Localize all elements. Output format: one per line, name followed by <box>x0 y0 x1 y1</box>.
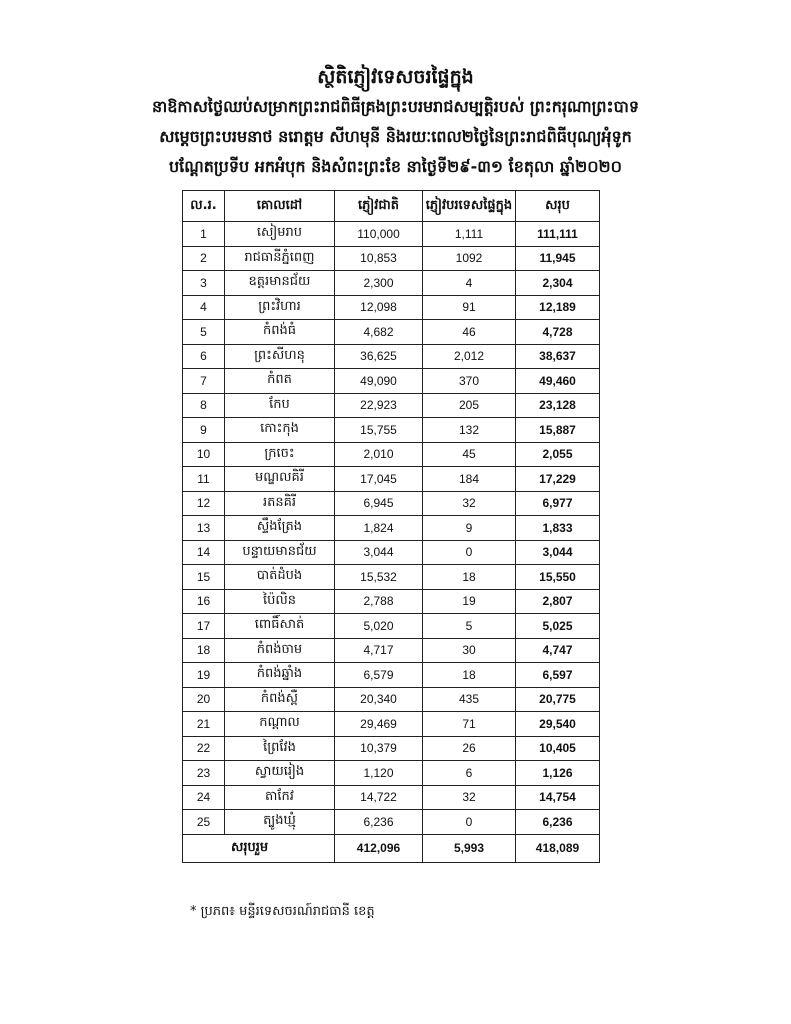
table-row <box>183 369 600 394</box>
row-total: 3,044 <box>516 540 600 565</box>
report-subtitle-line-3: បណ្តែតប្រទីប អកអំបុក និងសំពះព្រះខែ នាថ្ងៃទី២៩-៣១ ខែតុលា ឆ្នាំ២០២០ <box>168 157 622 176</box>
row-destination: បន្ទាយមានជ័យ <box>225 540 335 565</box>
table-body <box>183 222 600 835</box>
report-title: ស្ថិតិភ្ញៀវទេសចរផ្ទៃក្នុង <box>317 66 474 88</box>
row-international-visitors: 46 <box>423 320 516 345</box>
row-international-visitors: 19 <box>423 589 516 614</box>
row-destination: បាត់ដំបង <box>225 565 335 590</box>
row-destination: កំពង់ឆ្នាំង <box>225 663 335 688</box>
row-number: 5 <box>183 320 225 345</box>
row-total: 15,550 <box>516 565 600 590</box>
table-row <box>183 418 600 443</box>
row-international-visitors: 132 <box>423 418 516 443</box>
row-national-visitors: 29,469 <box>335 712 423 737</box>
tourist-statistics-table <box>182 190 600 863</box>
row-national-visitors: 2,300 <box>335 271 423 296</box>
row-destination: កណ្តាល <box>225 712 335 737</box>
row-number: 12 <box>183 491 225 516</box>
row-destination: ប៉ៃលិន <box>225 589 335 614</box>
row-number: 4 <box>183 295 225 320</box>
row-total: 20,775 <box>516 687 600 712</box>
table-row <box>183 712 600 737</box>
row-national-visitors: 6,945 <box>335 491 423 516</box>
table-row <box>183 320 600 345</box>
row-total: 111,111 <box>516 222 600 247</box>
row-total: 12,189 <box>516 295 600 320</box>
row-total: 6,977 <box>516 491 600 516</box>
row-total: 49,460 <box>516 369 600 394</box>
summary-national: 412,096 <box>335 834 423 862</box>
table-row <box>183 442 600 467</box>
row-national-visitors: 20,340 <box>335 687 423 712</box>
row-international-visitors: 5 <box>423 614 516 639</box>
row-number: 25 <box>183 810 225 835</box>
row-number: 20 <box>183 687 225 712</box>
row-total: 15,887 <box>516 418 600 443</box>
row-destination: ស្ទឹងត្រែង <box>225 516 335 541</box>
row-total: 2,807 <box>516 589 600 614</box>
row-national-visitors: 2,010 <box>335 442 423 467</box>
row-international-visitors: 1092 <box>423 246 516 271</box>
row-international-visitors: 435 <box>423 687 516 712</box>
table-row <box>183 614 600 639</box>
table-row <box>183 736 600 761</box>
row-number: 1 <box>183 222 225 247</box>
row-national-visitors: 1,824 <box>335 516 423 541</box>
row-number: 8 <box>183 393 225 418</box>
row-destination: កំពង់ចាម <box>225 638 335 663</box>
row-national-visitors: 15,532 <box>335 565 423 590</box>
table-row <box>183 761 600 786</box>
table-row <box>183 540 600 565</box>
row-destination: កែប <box>225 393 335 418</box>
source-footnote: * ប្រភព៖ មន្ទីរទេសចរណ៍រាជធានី ខេត្ត <box>190 904 375 919</box>
row-destination: កំពត <box>225 369 335 394</box>
row-international-visitors: 4 <box>423 271 516 296</box>
row-destination: ស្វាយរៀង <box>225 761 335 786</box>
table-row <box>183 271 600 296</box>
row-total: 14,754 <box>516 785 600 810</box>
row-number: 7 <box>183 369 225 394</box>
row-total: 29,540 <box>516 712 600 737</box>
row-destination: ត្បូងឃ្មុំ <box>225 810 335 835</box>
row-international-visitors: 184 <box>423 467 516 492</box>
row-international-visitors: 0 <box>423 810 516 835</box>
header-number: ល.រ. <box>183 191 225 222</box>
header-destination: គោលដៅ <box>225 191 335 222</box>
table-row <box>183 491 600 516</box>
header-total: សរុប <box>516 191 600 222</box>
header-national-visitors: ភ្ញៀវជាតិ <box>335 191 423 222</box>
row-international-visitors: 18 <box>423 565 516 590</box>
table-row <box>183 638 600 663</box>
row-international-visitors: 1,111 <box>423 222 516 247</box>
row-total: 10,405 <box>516 736 600 761</box>
report-subtitle-line-1: នាឱកាសថ្ងៃឈប់សម្រាកព្រះរាជពិធីគ្រងព្រះបរមរាជសម្បត្តិរបស់ ព្រះករុណាព្រះបាទ <box>152 97 639 116</box>
row-number: 21 <box>183 712 225 737</box>
row-national-visitors: 36,625 <box>335 344 423 369</box>
row-national-visitors: 5,020 <box>335 614 423 639</box>
row-national-visitors: 17,045 <box>335 467 423 492</box>
row-destination: ក្រចេះ <box>225 442 335 467</box>
row-total: 38,637 <box>516 344 600 369</box>
table-row <box>183 565 600 590</box>
table-row <box>183 785 600 810</box>
row-number: 3 <box>183 271 225 296</box>
row-number: 10 <box>183 442 225 467</box>
row-destination: សៀមរាប <box>225 222 335 247</box>
row-international-visitors: 205 <box>423 393 516 418</box>
summary-international: 5,993 <box>423 834 516 862</box>
table-row <box>183 516 600 541</box>
row-destination: រតនគិរី <box>225 491 335 516</box>
row-national-visitors: 14,722 <box>335 785 423 810</box>
row-national-visitors: 4,682 <box>335 320 423 345</box>
row-number: 14 <box>183 540 225 565</box>
row-national-visitors: 4,717 <box>335 638 423 663</box>
table-row <box>183 246 600 271</box>
row-international-visitors: 91 <box>423 295 516 320</box>
row-total: 5,025 <box>516 614 600 639</box>
row-international-visitors: 0 <box>423 540 516 565</box>
row-number: 23 <box>183 761 225 786</box>
row-number: 6 <box>183 344 225 369</box>
row-national-visitors: 10,379 <box>335 736 423 761</box>
row-number: 9 <box>183 418 225 443</box>
table-header-row <box>183 191 600 222</box>
row-total: 4,728 <box>516 320 600 345</box>
row-destination: កោះកុង <box>225 418 335 443</box>
table-row <box>183 467 600 492</box>
row-number: 19 <box>183 663 225 688</box>
row-number: 22 <box>183 736 225 761</box>
row-destination: ពោធិ៍សាត់ <box>225 614 335 639</box>
row-international-visitors: 32 <box>423 491 516 516</box>
row-total: 6,597 <box>516 663 600 688</box>
row-international-visitors: 18 <box>423 663 516 688</box>
row-number: 15 <box>183 565 225 590</box>
row-national-visitors: 6,236 <box>335 810 423 835</box>
row-international-visitors: 370 <box>423 369 516 394</box>
row-destination: ព្រះវិហារ <box>225 295 335 320</box>
summary-label: សរុបរួម <box>183 834 335 862</box>
row-international-visitors: 45 <box>423 442 516 467</box>
row-destination: កំពង់ធំ <box>225 320 335 345</box>
row-destination: មណ្ឌលគិរី <box>225 467 335 492</box>
row-number: 11 <box>183 467 225 492</box>
row-destination: ឧត្តរមានជ័យ <box>225 271 335 296</box>
row-total: 23,128 <box>516 393 600 418</box>
table-row <box>183 295 600 320</box>
row-international-visitors: 71 <box>423 712 516 737</box>
row-international-visitors: 6 <box>423 761 516 786</box>
row-national-visitors: 10,853 <box>335 246 423 271</box>
table-row <box>183 344 600 369</box>
row-number: 13 <box>183 516 225 541</box>
row-number: 2 <box>183 246 225 271</box>
table-row <box>183 222 600 247</box>
report-title-block <box>0 62 791 182</box>
row-international-visitors: 26 <box>423 736 516 761</box>
row-destination: តាកែវ <box>225 785 335 810</box>
table-row <box>183 687 600 712</box>
row-destination: ព្រៃវែង <box>225 736 335 761</box>
row-national-visitors: 2,788 <box>335 589 423 614</box>
table-row <box>183 663 600 688</box>
row-national-visitors: 3,044 <box>335 540 423 565</box>
row-total: 4,747 <box>516 638 600 663</box>
row-national-visitors: 15,755 <box>335 418 423 443</box>
row-national-visitors: 12,098 <box>335 295 423 320</box>
row-total: 2,055 <box>516 442 600 467</box>
row-number: 18 <box>183 638 225 663</box>
row-national-visitors: 110,000 <box>335 222 423 247</box>
row-national-visitors: 1,120 <box>335 761 423 786</box>
summary-total: 418,089 <box>516 834 600 862</box>
row-international-visitors: 30 <box>423 638 516 663</box>
table-row <box>183 589 600 614</box>
table-row <box>183 810 600 835</box>
row-national-visitors: 22,923 <box>335 393 423 418</box>
row-total: 1,833 <box>516 516 600 541</box>
row-destination: ព្រះសីហនុ <box>225 344 335 369</box>
row-international-visitors: 2,012 <box>423 344 516 369</box>
row-destination: កំពង់ស្ពឺ <box>225 687 335 712</box>
row-number: 16 <box>183 589 225 614</box>
summary-row <box>183 834 600 862</box>
row-international-visitors: 32 <box>423 785 516 810</box>
row-total: 2,304 <box>516 271 600 296</box>
row-national-visitors: 6,579 <box>335 663 423 688</box>
row-total: 17,229 <box>516 467 600 492</box>
header-international-visitors: ភ្ញៀវបរទេសផ្ទៃក្នុង <box>423 191 516 222</box>
row-total: 6,236 <box>516 810 600 835</box>
row-number: 17 <box>183 614 225 639</box>
row-international-visitors: 9 <box>423 516 516 541</box>
report-subtitle-line-2: សម្តេចព្រះបរមនាថ នរោត្តម សីហមុនី និងរយៈពេល២ថ្ងៃនៃព្រះរាជពិធីបុណ្យអុំទូក <box>159 127 632 146</box>
row-national-visitors: 49,090 <box>335 369 423 394</box>
row-number: 24 <box>183 785 225 810</box>
table-row <box>183 393 600 418</box>
row-total: 1,126 <box>516 761 600 786</box>
row-destination: រាជធានីភ្នំពេញ <box>225 246 335 271</box>
row-total: 11,945 <box>516 246 600 271</box>
